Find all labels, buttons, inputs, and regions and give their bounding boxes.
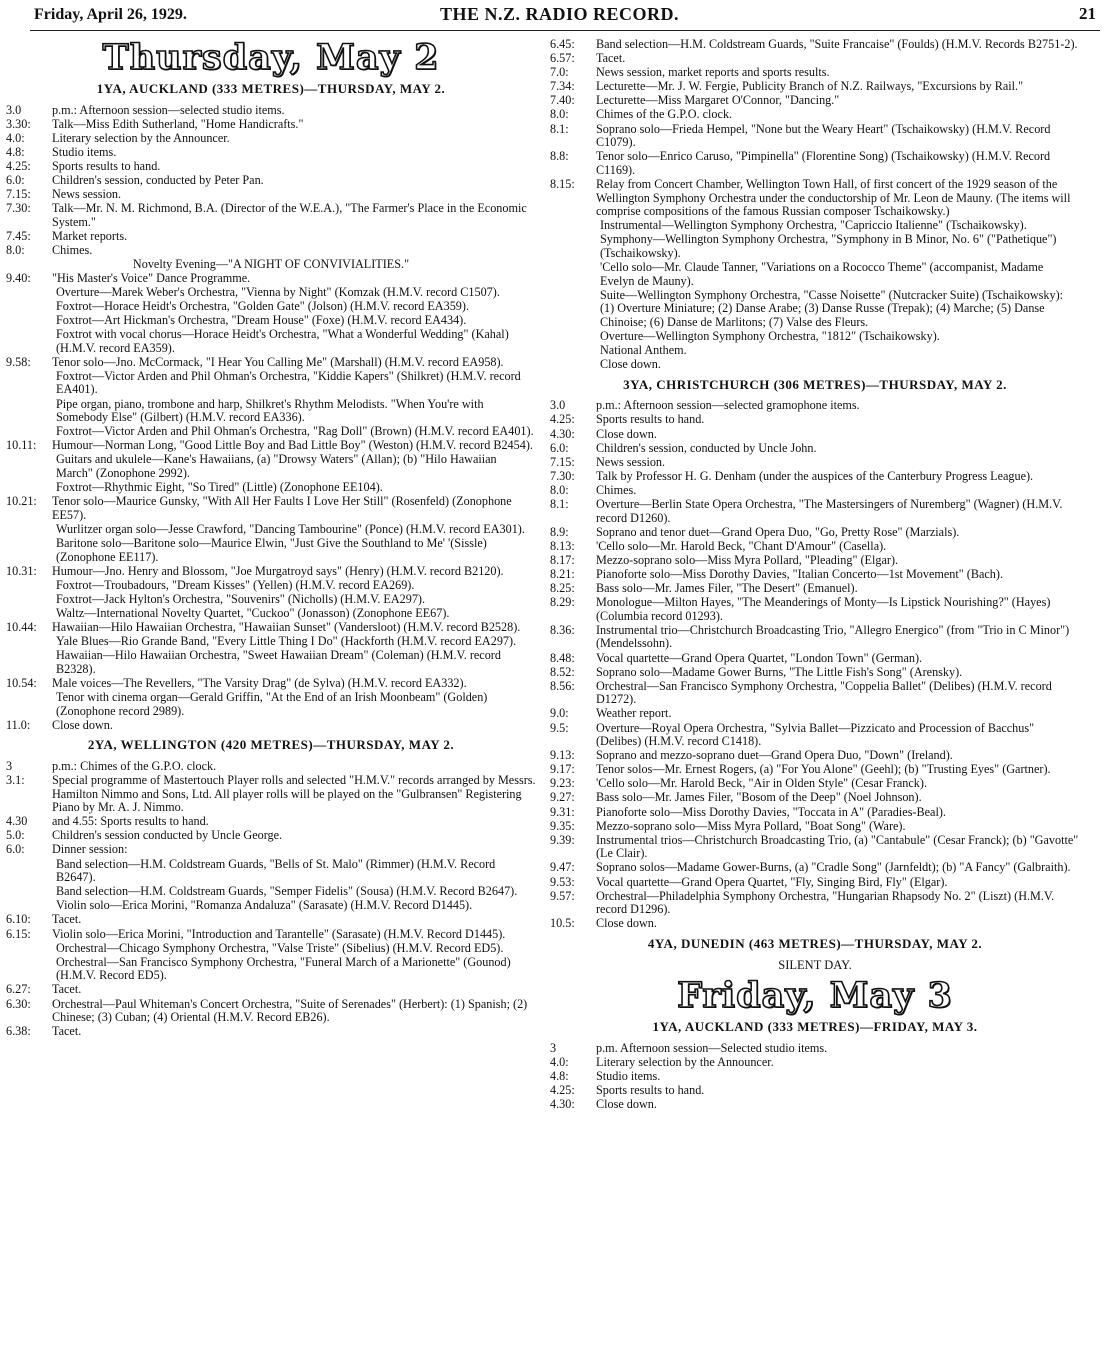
- entry-text: Foxtrot with vocal chorus—Horace Heidt's Orchestra, "What a Wonderful Wedding" (Kahal) (H.M.V. record EA359).: [56, 327, 509, 355]
- programme-entry: [6, 481, 536, 495]
- entry-text: Instrumental trio—Christchurch Broadcasting Trio, "Allegro Energico" (from "Trio in C Minor") (Mendelssohn).: [596, 622, 1070, 651]
- entry-text: Guitars and ukulele—Kane's Hawaiians, (a) "Drowsy Waters" (Allan); (b) "Hilo Hawaiian March" (Zonophone 2992).: [56, 452, 497, 481]
- entry-text: Children's session, conducted by Uncle John.: [596, 440, 817, 455]
- programme-entry: [550, 707, 1080, 721]
- entry-text: Tenor with cinema organ—Gerald Griffin, "At the End of an Irish Moonbeam" (Golden) (Zonophone record 2989).: [56, 690, 488, 718]
- entry-time: 9.57:: [550, 888, 575, 903]
- station-heading: 2YA, WELLINGTON (420 METRES)—THURSDAY, MAY 2.: [87, 737, 455, 753]
- entry-text: Mezzo-soprano solo—Miss Myra Pollard, "Pleading" (Elgar).: [596, 552, 899, 567]
- programme-entry: [550, 806, 1080, 820]
- entry-text: Instrumental trios—Christchurch Broadcasting Trio, (a) "Cantabule" (Cesar Franck); (b) "Gavotte" (Le Clair).: [596, 832, 1079, 861]
- programme-entry: [550, 820, 1080, 834]
- entry-text: Band selection—H.M. Coldstream Guards, "Suite Francaise" (Foulds) (H.M.V. Records B2751-2).: [596, 37, 1078, 51]
- programme-entry: [6, 691, 536, 718]
- entry-time: 9.47:: [550, 860, 575, 875]
- entry-text: Vocal quartette—Grand Opera Quartet, "Fly, Singing Bird, Fly" (Elgar).: [596, 874, 948, 889]
- day-title-thursday: Thursday, May 2: [102, 37, 440, 78]
- programme-entry: [6, 300, 536, 314]
- programme-entry: [550, 261, 1080, 288]
- right-column: [550, 38, 1080, 1112]
- entry-time: 9.5:: [550, 720, 569, 735]
- entry-text: Humour—Norman Long, "Good Little Boy and Bad Little Boy" (Weston) (H.M.V. record B2454).: [52, 438, 533, 453]
- programme-entry: [6, 174, 536, 188]
- programme-entry: [550, 470, 1080, 484]
- programme-entry: [6, 439, 536, 453]
- entry-text: Pianoforte solo—Miss Dorothy Davies, "Toccata in A" (Paradies-Beal).: [596, 804, 946, 819]
- programme-entry: [550, 763, 1080, 777]
- entry-time: 4.0:: [6, 130, 25, 145]
- programme-entry: [550, 540, 1080, 554]
- programme-entry: [550, 413, 1080, 427]
- entry-text: Tacet.: [52, 1024, 82, 1039]
- entry-time: 4.25:: [550, 1082, 575, 1097]
- entry-time: 3: [550, 1040, 557, 1055]
- entry-time: 6.0:: [6, 173, 25, 188]
- entry-time: 9.53:: [550, 874, 575, 889]
- entry-text: Pianoforte solo—Miss Dorothy Davies, "Italian Concerto—1st Movement" (Bach).: [596, 566, 1003, 581]
- entry-text: Tacet.: [52, 912, 82, 927]
- entry-text: Special programme of Mastertouch Player rolls and selected "H.M.V." records arranged by Messrs. Hamilton Nimmo and Sons, Ltd. All player rolls will be played on the "Gulbransen" Registering Piano by Mr. A. J. Nimmo.: [52, 773, 536, 815]
- programme-entry: [6, 579, 536, 593]
- programme-entry: Novelty Evening—"A NIGHT OF CONVIVIALITIES.": [132, 257, 410, 272]
- entry-text: Yale Blues—Rio Grande Band, "Every Little Thing I Do" (Hackforth (H.M.V. record EA297).: [56, 634, 517, 649]
- programme-entry: [550, 890, 1080, 917]
- entry-text: Sports results to hand.: [596, 1082, 705, 1097]
- programme-entry: [550, 680, 1080, 707]
- entry-time: 11.0:: [6, 717, 31, 732]
- programme-entry: [550, 219, 1080, 233]
- programme-entry: [6, 314, 536, 328]
- entry-time: 8.52:: [550, 664, 575, 679]
- entry-time: 3: [6, 758, 13, 773]
- entry-time: 8.21:: [550, 566, 575, 581]
- entry-time: 7.15:: [6, 187, 31, 202]
- programme-entry: [6, 1025, 536, 1039]
- entry-text: Chimes.: [52, 243, 93, 258]
- entry-time: 9.23:: [550, 776, 575, 791]
- programme-entry: [6, 104, 536, 118]
- programme-entry: [550, 749, 1080, 763]
- programme-entry: [6, 132, 536, 146]
- programme-entry: [550, 568, 1080, 582]
- entry-text: Soprano solos—Madame Gower-Burns, (a) "Cradle Song" (Jarnfeldt); (b) "A Fancy" (Galbraith).: [596, 860, 1071, 875]
- entry-text: Talk—Mr. N. M. Richmond, B.A. (Director of the W.E.A.), "The Farmer's Place in the Economic System.": [52, 201, 527, 229]
- programme-entry: [6, 719, 536, 733]
- entry-time: 4.30: [6, 814, 28, 829]
- entry-time: 9.40:: [6, 270, 31, 285]
- entry-time: 4.8:: [550, 1068, 569, 1083]
- entry-text: Foxtrot—Troubadours, "Dream Kisses" (Yellen) (H.M.V. record EA269).: [56, 577, 415, 592]
- entry-text: News session.: [596, 454, 666, 469]
- left-column: [6, 38, 536, 1039]
- entry-text: Waltz—International Novelty Quartet, "Cuckoo" (Jonasson) (Zonophone EE67).: [56, 605, 450, 620]
- programme-entry: [550, 791, 1080, 805]
- entry-text: Suite—Wellington Symphony Orchestra, "Casse Noisette" (Nutcracker Suite) (Tschaikowsky): (1) Overture Miniature; (2) Danse Arabe; (3) Danse Russe (Trepak); (4) Marche; (5) Danse Chinoise; (6) Danse de Marlitons; (7) Valse des Fleurs.: [600, 287, 1064, 329]
- entry-time: 8.1:: [550, 121, 569, 136]
- programme-entry: [550, 722, 1080, 749]
- entry-text: Overture—Wellington Symphony Orchestra, "1812" (Tschaikowsky).: [600, 328, 940, 343]
- entry-text: Studio items.: [52, 144, 117, 159]
- programme-entry: [6, 760, 536, 774]
- programme-entry: [550, 1098, 1080, 1112]
- page-header: [30, 4, 1100, 31]
- entry-text: Close down.: [596, 426, 657, 441]
- entry-time: 4.0:: [550, 1054, 569, 1069]
- programme-entry: [6, 523, 536, 537]
- programme-entry: [6, 356, 536, 370]
- page-number: 21: [1079, 4, 1096, 23]
- entry-text: and 4.55: Sports results to hand.: [52, 814, 209, 829]
- entry-time: 6.10:: [6, 912, 31, 927]
- programme-entry: [550, 344, 1080, 358]
- programme-entry: [6, 843, 536, 857]
- entry-text: Soprano solo—Frieda Hempel, "None but the Weary Heart" (Tschaikowsky) (H.M.V. Record C1079).: [596, 121, 1051, 150]
- entry-text: Sports results to hand.: [52, 158, 161, 173]
- entry-text: News session, market reports and sports results.: [596, 65, 830, 80]
- programme-entry: [550, 399, 1080, 413]
- entry-time: 9.27:: [550, 790, 575, 805]
- entry-time: 8.48:: [550, 650, 575, 665]
- entry-time: 4.25:: [6, 158, 31, 173]
- entry-text: Tenor solo—Enrico Caruso, "Pimpinella" (Florentine Song) (Tschaikowsky) (H.M.V. Record C1169).: [596, 149, 1051, 177]
- entry-text: 'Cello solo—Mr. Claude Tanner, "Variations on a Rococco Theme" (accompanist, Madame Evelyn de Mauny).: [600, 260, 1044, 288]
- programme-entry: [550, 80, 1080, 94]
- entry-text: p.m.: Afternoon session—selected gramophone items.: [596, 398, 860, 413]
- programme-entry: [6, 202, 536, 229]
- programme-entry: [550, 1042, 1080, 1056]
- entry-text: Dinner session:: [52, 842, 128, 857]
- entry-time: 6.15:: [6, 926, 31, 941]
- programme-entry: [6, 118, 536, 132]
- publication-title: THE N.Z. RADIO RECORD.: [440, 4, 680, 24]
- entry-time: 8.13:: [550, 538, 575, 553]
- entry-time: 8.1:: [550, 497, 569, 511]
- entry-time: 8.0:: [550, 107, 569, 122]
- programme-entry: [550, 834, 1080, 861]
- day-title-friday: Friday, May 3: [677, 975, 953, 1017]
- entry-time: 4.8:: [6, 144, 25, 159]
- entry-text: Foxtrot—Art Hickman's Orchestra, "Dream House" (Foxe) (H.M.V. record EA434).: [56, 313, 467, 327]
- entry-time: 9.35:: [550, 818, 575, 833]
- station-heading: 3YA, CHRISTCHURCH (306 METRES)—THURSDAY, MAY 2.: [623, 376, 1007, 392]
- programme-entry: [6, 899, 536, 913]
- entry-time: 3.30:: [6, 116, 31, 131]
- entry-time: 8.9:: [550, 524, 569, 539]
- entry-text: Foxtrot—Victor Arden and Phil Ohman's Orchestra, "Rag Doll" (Brown) (H.M.V. record EA401).: [56, 424, 534, 439]
- entry-text: Tenor solo—Jno. McCormack, "I Hear You Calling Me" (Marshall) (H.M.V. record EA958).: [52, 354, 504, 369]
- programme-entry: [6, 160, 536, 174]
- entry-text: Violin solo—Erica Morini, "Romanza Andaluza" (Sarasate) (H.M.V. Record D1445).: [56, 898, 473, 913]
- entry-text: Market reports.: [52, 228, 128, 243]
- entry-text: National Anthem.: [600, 343, 687, 358]
- entry-text: 'Cello solo—Mr. Harold Beck, "Air in Olden Style" (Cesar Franck).: [596, 776, 927, 791]
- station-heading: 4YA, DUNEDIN (463 METRES)—THURSDAY, MAY 2.: [647, 935, 983, 951]
- entry-time: 8.56:: [550, 678, 575, 693]
- entry-text: p.m.: Afternoon session—selected studio items.: [52, 102, 285, 117]
- programme-entry: [550, 178, 1080, 219]
- entry-time: 6.0:: [6, 842, 25, 857]
- entry-text: Chimes of the G.P.O. clock.: [596, 107, 733, 122]
- programme-entry: [6, 928, 536, 942]
- entry-time: 7.40:: [550, 93, 575, 108]
- entry-text: Foxtrot—Rhythmic Eight, "So Tired" (Little) (Zonophone EE104).: [56, 480, 383, 495]
- entry-time: 10.21:: [6, 494, 37, 509]
- station-heading: 1YA, AUCKLAND (333 METRES)—THURSDAY, MAY 2.: [96, 81, 446, 96]
- entry-time: 6.30:: [6, 996, 31, 1011]
- programme-entry: [550, 861, 1080, 875]
- entry-text: Wurlitzer organ solo—Jesse Crawford, "Dancing Tambourine" (Ponce) (H.M.V. record EA301).: [56, 521, 525, 536]
- programme-entry: [6, 635, 536, 649]
- programme-entry: [6, 286, 536, 300]
- entry-time: 8.29:: [550, 595, 575, 610]
- entry-time: 7.0:: [550, 65, 569, 80]
- entry-text: Relay from Concert Chamber, Wellington Town Hall, of first concert of the 1929 season of the Wellington Symphony Orchestra under the conductorship of Mr. Leon de Mauny. (The items will comprise compositions of the famous Russian composer Tschaikowsky.): [596, 176, 1071, 219]
- programme-entry: [6, 272, 536, 286]
- programme-entry: [6, 565, 536, 579]
- entry-text: Children's session conducted by Uncle George.: [52, 828, 283, 843]
- entry-text: Talk by Professor H. G. Denham (under the auspices of the Canterbury Progress League).: [596, 468, 1034, 483]
- entry-text: Children's session, conducted by Peter Pan.: [52, 173, 264, 188]
- entry-text: Hawaiian—Hilo Hawaiian Orchestra, "Hawaiian Sunset" (Vandersloot) (H.M.V. record B2528).: [52, 620, 521, 635]
- entry-text: Overture—Royal Opera Orchestra, "Sylvia Ballet—Pizzicato and Procession of Bacchus" (Delibes) (H.M.V. record C1418).: [596, 720, 1035, 749]
- station-note: SILENT DAY.: [778, 957, 852, 972]
- entry-text: Male voices—The Revellers, "The Varsity Drag" (de Sylva) (H.M.V. record EA332).: [52, 675, 467, 690]
- entry-text: Weather report.: [596, 706, 672, 721]
- entry-time: 7.15:: [550, 454, 575, 469]
- entry-time: 9.58:: [6, 354, 31, 369]
- programme-entry: [550, 484, 1080, 498]
- entry-time: 8.36:: [550, 622, 575, 637]
- entry-time: 6.45:: [550, 37, 575, 51]
- entry-time: 7.30:: [550, 468, 575, 483]
- programme-entry: [6, 188, 536, 202]
- entry-time: 3.1:: [6, 773, 25, 787]
- entry-time: 6.57:: [550, 51, 575, 66]
- entry-text: Humour—Jno. Henry and Blossom, "Joe Murgatroyd says" (Henry) (H.M.V. record B2120).: [52, 563, 504, 578]
- programme-entry: [550, 108, 1080, 122]
- issue-date: Friday, April 26, 1929.: [34, 6, 187, 23]
- programme-entry: [550, 66, 1080, 80]
- entry-time: 9.0:: [550, 706, 569, 721]
- programme-entry: [550, 876, 1080, 890]
- programme-entry: [550, 150, 1080, 177]
- entry-time: 10.54:: [6, 675, 37, 690]
- programme-entry: [6, 998, 536, 1025]
- entry-text: Pipe organ, piano, trombone and harp, Shilkret's Rhythm Melodists. "When You're with Somebody Else" (Gilbert) (H.M.V. record EA336).: [56, 396, 484, 425]
- programme-entry: [6, 829, 536, 843]
- programme-entry: [6, 858, 536, 885]
- programme-entry: [6, 230, 536, 244]
- programme-entry: [550, 526, 1080, 540]
- entry-text: Bass solo—Mr. James Filer, "The Desert" (Emanuel).: [596, 581, 858, 596]
- programme-entry: [6, 537, 536, 564]
- entry-time: 9.17:: [550, 762, 575, 777]
- station-heading: 1YA, AUCKLAND (333 METRES)—FRIDAY, MAY 3.: [652, 1019, 978, 1035]
- programme-entry: [550, 38, 1080, 52]
- programme-entry: [550, 123, 1080, 150]
- entry-time: 8.0:: [550, 482, 569, 497]
- programme-entry: [6, 621, 536, 635]
- entry-text: Literary selection by the Announcer.: [52, 130, 230, 145]
- entry-text: Tacet.: [52, 982, 82, 997]
- entry-text: 'Cello solo—Mr. Harold Beck, "Chant D'Amour" (Casella).: [596, 538, 887, 553]
- programme-entry: [550, 666, 1080, 680]
- programme-entry: [550, 1056, 1080, 1070]
- entry-time: 6.0:: [550, 440, 569, 455]
- entry-text: Monologue—Milton Hayes, "The Meanderings of Monty—Is Lipstick Nourishing?" (Hayes) (Columbia record 01293).: [596, 595, 1051, 623]
- entry-text: Foxtrot—Horace Heidt's Orchestra, "Golden Gate" (Jolson) (H.M.V. record EA359).: [56, 298, 469, 313]
- entry-text: Tenor solo—Maurice Gunsky, "With All Her Faults I Love Her Still" (Rosenfeld) (Zonophone EE57).: [52, 494, 512, 522]
- entry-text: Orchestral—Chicago Symphony Orchestra, "Valse Triste" (Sibelius) (H.M.V. Record ED5).: [56, 940, 504, 955]
- entry-time: 10.5:: [550, 916, 575, 931]
- programme-entry: [550, 289, 1080, 330]
- programme-entry: [550, 777, 1080, 791]
- entry-time: 4.25:: [550, 412, 575, 427]
- entry-text: Close down.: [52, 717, 113, 732]
- entry-text: Bass solo—Mr. James Filer, "Bosom of the Deep" (Noel Johnson).: [596, 790, 922, 805]
- entry-time: 10.31:: [6, 563, 37, 578]
- entry-time: 9.13:: [550, 748, 575, 763]
- programme-entry: [6, 677, 536, 691]
- entry-time: 6.38:: [6, 1024, 31, 1039]
- programme-entry: [6, 593, 536, 607]
- entry-text: Foxtrot—Victor Arden and Phil Ohman's Orchestra, "Kiddie Kapers" (Shilkret) (H.M.V. record EA401).: [56, 368, 521, 397]
- entry-time: 8.15:: [550, 176, 575, 191]
- programme-entry: [6, 495, 536, 522]
- entry-time: 5.0:: [6, 828, 25, 843]
- entry-text: Orchestral—San Francisco Symphony Orchestra, "Coppelia Ballet" (Delibes) (H.M.V. record D1272).: [596, 678, 1052, 707]
- entry-text: Violin solo—Erica Morini, "Introduction and Tarantelle" (Sarasate) (H.M.V. Record D1445).: [52, 926, 506, 941]
- entry-text: Studio items.: [596, 1068, 661, 1083]
- programme-entry: [550, 582, 1080, 596]
- entry-text: p.m. Afternoon session—Selected studio items.: [596, 1040, 828, 1055]
- programme-entry: [6, 983, 536, 997]
- programme-entry: [6, 328, 536, 355]
- programme-entry: [550, 596, 1080, 623]
- programme-entry: [6, 425, 536, 439]
- programme-entry: [6, 370, 536, 397]
- programme-entry: [550, 442, 1080, 456]
- entry-time: 3.0: [6, 102, 22, 117]
- entry-text: Overture—Marek Weber's Orchestra, "Vienna by Night" (Komzak (H.M.V. record C1507).: [56, 284, 500, 299]
- entry-text: Vocal quartette—Grand Opera Quartet, "London Town" (German).: [596, 650, 923, 665]
- entry-text: "His Master's Voice" Dance Programme.: [52, 270, 251, 285]
- entry-text: Orchestral—San Francisco Symphony Orchestra, "Funeral March of a Marionette" (Gounod) (H.M.V. Record ED5).: [56, 954, 511, 983]
- entry-text: Close down.: [596, 916, 657, 931]
- entry-time: 4.30:: [550, 426, 575, 441]
- entry-time: 3.0: [550, 398, 566, 413]
- entry-text: Orchestral—Paul Whiteman's Concert Orchestra, "Suite of Serenades" (Herbert): (1) Spanish; (2) Chinese; (3) Cuban; (4) Oriental (H.M.V. Record EB26).: [52, 996, 528, 1025]
- entry-text: Tacet.: [596, 51, 626, 66]
- programme-entry: [550, 498, 1080, 525]
- entry-text: Tenor solos—Mr. Ernest Rogers, (a) "For You Alone" (Geehl); (b) "Trusting Eyes" (Gartner).: [596, 762, 1051, 777]
- programme-entry: [550, 917, 1080, 931]
- entry-time: 9.39:: [550, 832, 575, 847]
- programme-entry: [6, 244, 536, 258]
- programme-entry: [550, 652, 1080, 666]
- entry-text: Hawaiian—Hilo Hawaiian Orchestra, "Sweet Hawaiian Dream" (Coleman) (H.M.V. record B2328).: [56, 648, 501, 676]
- programme-entry: [6, 956, 536, 983]
- entry-text: Close down.: [596, 1097, 657, 1112]
- entry-text: Soprano and mezzo-soprano duet—Grand Opera Duo, "Down" (Ireland).: [596, 748, 953, 763]
- programme-entry: [550, 358, 1080, 372]
- entry-time: 8.25:: [550, 581, 575, 596]
- programme-entry: [6, 815, 536, 829]
- entry-text: Sports results to hand.: [596, 412, 705, 427]
- programme-entry: [6, 649, 536, 676]
- programme-entry: [550, 624, 1080, 651]
- programme-entry: [6, 607, 536, 621]
- entry-time: 8.0:: [6, 243, 25, 258]
- entry-time: 8.8:: [550, 149, 569, 164]
- programme-entry: [6, 942, 536, 956]
- programme-entry: [550, 94, 1080, 108]
- entry-time: 7.34:: [550, 79, 575, 94]
- entry-text: Baritone solo—Baritone solo—Maurice Elwin, "Just Give the Southland to Me' '(Sissle) (Zonophone EE117).: [56, 536, 487, 564]
- programme-entry: [6, 398, 536, 425]
- programme-entry: [550, 1084, 1080, 1098]
- entry-text: Talk—Miss Edith Sutherland, "Home Handicrafts.": [52, 116, 304, 131]
- programme-entry: [550, 456, 1080, 470]
- programme-entry: [550, 330, 1080, 344]
- programme-entry: [6, 913, 536, 927]
- programme-entry: [550, 554, 1080, 568]
- entry-time: 6.27:: [6, 982, 31, 997]
- programme-entry: [6, 453, 536, 480]
- entry-text: Literary selection by the Announcer.: [596, 1054, 774, 1069]
- entry-text: Overture—Berlin State Opera Orchestra, "The Mastersingers of Nuremberg" (Wagner) (H.M.V. record D1260).: [596, 497, 1063, 525]
- entry-text: Close down.: [600, 357, 661, 372]
- entry-text: News session.: [52, 187, 122, 202]
- entry-text: Chimes.: [596, 482, 637, 497]
- entry-time: 7.30:: [6, 201, 31, 216]
- entry-time: 4.30:: [550, 1097, 575, 1112]
- entry-text: Soprano solo—Madame Gower Burns, "The Little Fish's Song" (Arensky).: [596, 664, 963, 679]
- entry-time: 7.45:: [6, 228, 31, 243]
- entry-text: Foxtrot—Jack Hylton's Orchestra, "Souvenirs" (Nicholls) (H.M.V. EA297).: [56, 591, 426, 606]
- entry-text: Symphony—Wellington Symphony Orchestra, "Symphony in B Minor, No. 6" ("Pathetique") (Tschaikowsky).: [600, 232, 1057, 260]
- entry-text: Orchestral—Philadelphia Symphony Orchestra, "Hungarian Rhapsody No. 2" (Liszt) (H.M.V. record D1296).: [596, 888, 1055, 917]
- entry-text: Band selection—H.M. Coldstream Guards, "Bells of St. Malo" (Rimmer) (H.M.V. Record B2647).: [56, 856, 496, 885]
- entry-time: 8.17:: [550, 552, 575, 567]
- entry-time: 10.44:: [6, 620, 37, 635]
- entry-text: Instrumental—Wellington Symphony Orchestra, "Capriccio Italienne" (Tschaikowsky).: [600, 218, 1027, 233]
- entry-text: Band selection—H.M. Coldstream Guards, "Semper Fidelis" (Sousa) (H.M.V. Record B2647).: [56, 884, 518, 899]
- programme-entry: [550, 1070, 1080, 1084]
- entry-text: p.m.: Chimes of the G.P.O. clock.: [52, 758, 217, 773]
- entry-time: 10.11:: [6, 438, 37, 453]
- entry-text: Lecturette—Miss Margaret O'Connor, "Dancing.": [596, 93, 840, 108]
- programme-entry: [550, 233, 1080, 260]
- entry-text: Soprano and tenor duet—Grand Opera Duo, "Go, Pretty Rose" (Marzials).: [596, 524, 960, 539]
- programme-entry: [6, 774, 536, 815]
- programme-entry: [550, 428, 1080, 442]
- entry-text: Mezzo-soprano solo—Miss Myra Pollard, "Boat Song" (Ware).: [596, 818, 906, 833]
- entry-text: Lecturette—Mr. J. W. Fergie, Publicity Branch of N.Z. Railways, "Excursions by Rail.": [596, 79, 1024, 94]
- programme-entry: [550, 52, 1080, 66]
- entry-time: 9.31:: [550, 804, 575, 819]
- programme-entry: [6, 885, 536, 899]
- programme-entry: [6, 146, 536, 160]
